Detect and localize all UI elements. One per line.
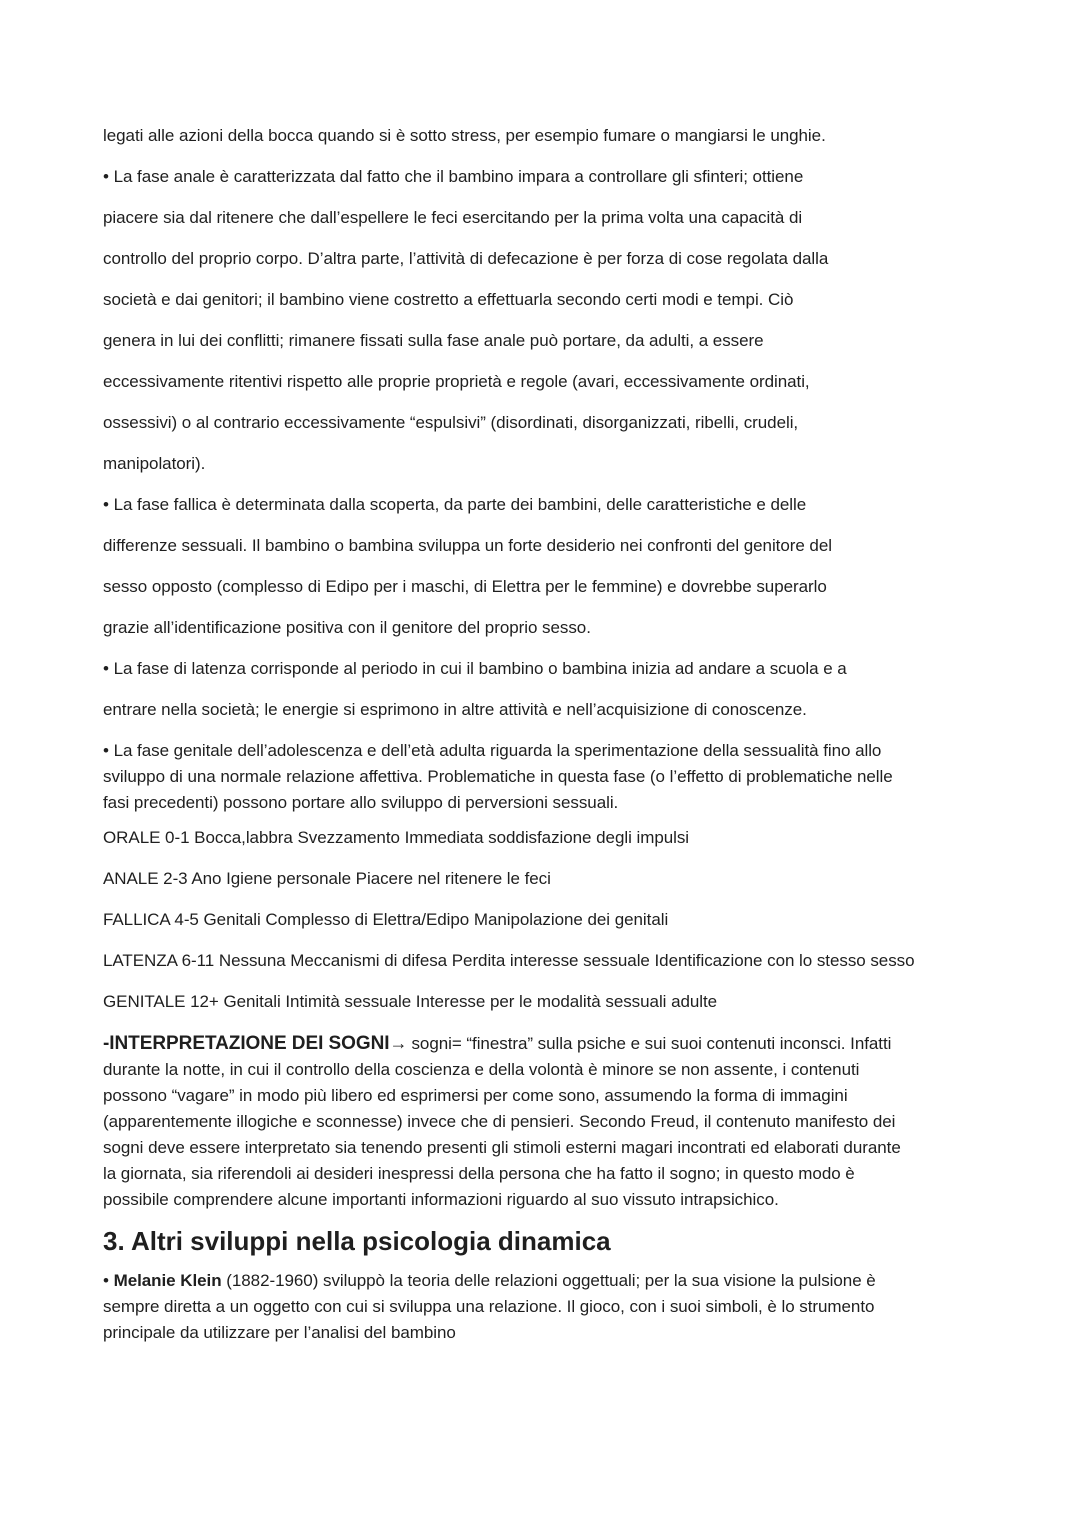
fase-fallica-paragraph (103, 495, 983, 638)
paragraph-line: • La fase anale è caratterizzata dal fatto che il bambino impara a controllare gli sfinteri; ottiene (103, 167, 804, 186)
fase-latenza-paragraph (103, 659, 983, 720)
paragraph-line: eccessivamente ritentivi rispetto alle proprie proprietà e regole (avari, eccessivamente ordinati, (103, 372, 810, 391)
paragraph-line: possibile comprendere alcune importanti informazioni riguardo al suo vissuto intrapsichico. (103, 1190, 779, 1209)
paragraph-line: possono “vagare” in modo più libero ed esprimersi per come sono, assumendo la forma di immagini (103, 1086, 848, 1105)
fase-anale-paragraph (103, 167, 983, 474)
paragraph-line: sesso opposto (complesso di Edipo per i maschi, di Elettra per le femmine) e dovrebbe superarlo (103, 577, 827, 596)
klein-name: Melanie Klein (113, 1271, 222, 1290)
table-row: FALLICA 4-5 Genitali Complesso di Elettra/Edipo Manipolazione dei genitali (103, 910, 669, 929)
paragraph-line: società e dai genitori; il bambino viene costretto a effettuarla secondo certi modi e tempi. Ciò (103, 290, 794, 309)
table-row: ORALE 0-1 Bocca,labbra Svezzamento Immediata soddisfazione degli impulsi (103, 828, 690, 847)
paragraph-line: manipolatori). (103, 454, 206, 473)
klein-paragraph (103, 1271, 983, 1343)
sogni-paragraph (103, 1033, 983, 1210)
sogni-label: -INTERPRETAZIONE DEI SOGNI (103, 1033, 390, 1054)
section-heading: 3. Altri sviluppi nella psicologia dinamica (103, 1226, 611, 1256)
table-row: LATENZA 6-11 Nessuna Meccanismi di difesa Perdita interesse sessuale Identificazione con lo stesso sesso (103, 951, 915, 970)
paragraph-line: piacere sia dal ritenere che dall’espellere le feci esercitando per la prima volta una capacità di (103, 208, 803, 227)
paragraph-line: principale da utilizzare per l’analisi del bambino (103, 1323, 456, 1342)
paragraph-line: la giornata, sia riferendoli ai desideri inespressi della persona che ha fatto il sogno; in questo modo è (103, 1164, 855, 1183)
paragraph-line: fasi precedenti) possono portare allo sviluppo di perversioni sessuali. (103, 793, 619, 812)
paragraph-line: sviluppo di una normale relazione affettiva. Problematiche in questa fase (o l’effetto di problematiche nelle (103, 767, 893, 786)
paragraph-line: differenze sessuali. Il bambino o bambina sviluppa un forte desiderio nei confronti del genitore del (103, 536, 832, 555)
paragraph-line: controllo del proprio corpo. D’altra parte, l’attività di defecazione è per forza di cose regolata dalla (103, 249, 829, 268)
table-row: GENITALE 12+ Genitali Intimità sessuale Interesse per le modalità sessuali adulte (103, 992, 718, 1011)
paragraph-line: (apparentemente illogiche e sconnesse) invece che di pensieri. Secondo Freud, il contenuto manifesto dei (103, 1112, 896, 1131)
arrow-right-icon: → (389, 1033, 408, 1053)
paragraph-line: • La fase genitale dell’adolescenza e dell’età adulta riguarda la sperimentazione della sessualità fino allo (103, 741, 882, 760)
table-row: ANALE 2-3 Ano Igiene personale Piacere nel ritenere le feci (103, 869, 551, 888)
sogni-first-line-text: sogni= “finestra” sulla psiche e sui suoi contenuti inconsci. Infatti (411, 1034, 892, 1053)
paragraph-line (103, 1033, 983, 1054)
paragraph-line: ossessivi) o al contrario eccessivamente “espulsivi” (disordinati, disorganizzati, ribelli, crudeli, (103, 413, 799, 432)
paragraph-line: • La fase di latenza corrisponde al periodo in cui il bambino o bambina inizia ad andare a scuola e a (103, 659, 847, 678)
paragraph-line (103, 1271, 983, 1291)
paragraph-line: • La fase fallica è determinata dalla scoperta, da parte dei bambini, delle caratteristiche e delle (103, 495, 807, 514)
paragraph-line: durante la notte, in cui il controllo della coscienza e della volontà è minore se non assente, i contenuti (103, 1060, 860, 1079)
paragraph-line: sempre diretta a un oggetto con cui si sviluppa una relazione. Il gioco, con i suoi simboli, è lo strumento (103, 1297, 875, 1316)
page-content (103, 126, 983, 1358)
bullet: • (103, 1271, 114, 1290)
paragraph-line: genera in lui dei conflitti; rimanere fissati sulla fase anale può portare, da adulti, a essere (103, 331, 764, 350)
paragraph-line: sogni deve essere interpretato sia tenendo presenti gli stimoli esterni magari incontrati ed elaborati durante (103, 1138, 901, 1157)
stages-table (103, 828, 983, 1012)
paragraph-line: legati alle azioni della bocca quando si è sotto stress, per esempio fumare o mangiarsi le unghie. (103, 126, 826, 145)
fase-genitale-paragraph (103, 741, 983, 813)
paragraph-line: grazie all’identificazione positiva con il genitore del proprio sesso. (103, 618, 591, 637)
paragraph-line: entrare nella società; le energie si esprimono in altre attività e nell’acquisizione di conoscenze. (103, 700, 807, 719)
klein-first-line-text: (1882-1960) sviluppò la teoria delle relazioni oggettuali; per la sua visione la pulsione è (221, 1271, 876, 1290)
